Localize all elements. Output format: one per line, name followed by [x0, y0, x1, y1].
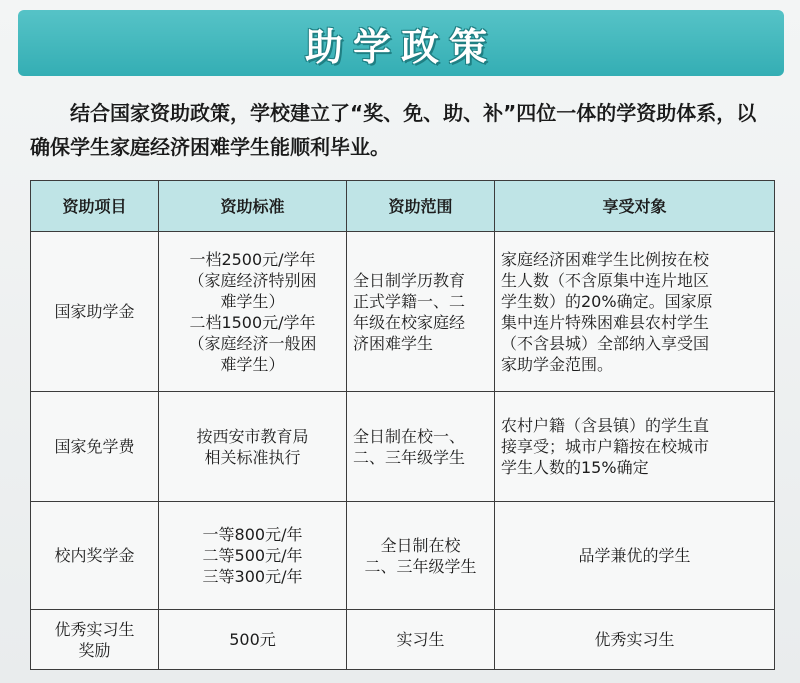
cell-line: 年级在校家庭经: [353, 312, 466, 332]
cell-line: 实习生: [396, 630, 445, 649]
header-scope: 资助范围: [347, 181, 495, 232]
cell-line: （家庭经济一般困: [188, 333, 317, 353]
cell-item: [31, 232, 159, 392]
page-title: 助学政策: [304, 24, 497, 69]
cell-line: 家助学金范围。: [501, 354, 614, 374]
cell-target: [495, 502, 775, 610]
cell-line: 优秀实习生: [594, 630, 675, 649]
cell-scope: [347, 232, 495, 392]
header-standard: 资助标准: [159, 181, 347, 232]
cell-item: [31, 502, 159, 610]
cell-standard: [159, 610, 347, 670]
cell-standard: [159, 232, 347, 392]
cell-line: 全日制在校一、: [353, 426, 466, 446]
cell-target: [495, 392, 775, 502]
cell-line: 集中连片特殊困难县农村学生: [501, 312, 710, 332]
cell-line: （不含县城）全部纳入享受国: [501, 333, 710, 353]
cell-target: [495, 610, 775, 670]
cell-standard: [159, 502, 347, 610]
cell-line: 二等500元/年: [202, 546, 303, 565]
cell-line: 正式学籍一、二: [353, 291, 466, 311]
cell-line: 接享受；城市户籍按在校城市: [501, 437, 710, 456]
table-row: [31, 502, 775, 610]
cell-line: 三等300元/年: [202, 567, 303, 586]
cell-line: 学生人数的15%确定: [501, 458, 649, 477]
cell-line: 二档1500元/学年: [189, 312, 316, 332]
cell-line: 二、三年级学生: [364, 556, 477, 576]
table-row: [31, 610, 775, 670]
cell-line: 按西安市教育局: [196, 426, 309, 446]
cell-line: 农村户籍（含县镇）的学生直: [501, 416, 710, 435]
header-target: 享受对象: [495, 181, 775, 232]
cell-line: 难学生）: [220, 291, 285, 311]
cell-line: 济困难学生: [353, 333, 434, 353]
cell-line: 品学兼优的学生: [578, 546, 691, 565]
cell-line: 一档2500元/学年: [189, 249, 316, 269]
title-banner: [18, 10, 784, 76]
cell-scope: [347, 502, 495, 610]
cell-line: 国家免学费: [54, 437, 135, 456]
table-row: [31, 392, 775, 502]
table-row: [31, 232, 775, 392]
cell-item: [31, 392, 159, 502]
cell-line: 二、三年级学生: [353, 447, 466, 467]
cell-line: 难学生）: [220, 354, 285, 374]
cell-item: [31, 610, 159, 670]
header-item: 资助项目: [31, 181, 159, 232]
cell-scope: [347, 610, 495, 670]
cell-line: 优秀实习生: [54, 619, 135, 639]
cell-line: 生人数（不含原集中连片地区: [501, 270, 710, 290]
cell-line: 全日制学历教育: [353, 270, 466, 290]
table-header-row: [31, 181, 775, 232]
cell-line: 全日制在校: [380, 535, 461, 555]
cell-line: 奖励: [78, 640, 111, 660]
cell-target: [495, 232, 775, 392]
cell-line: 校内奖学金: [54, 546, 135, 565]
cell-standard: [159, 392, 347, 502]
cell-line: （家庭经济特别困: [188, 270, 317, 290]
intro-paragraph: 结合国家资助政策，学校建立了“奖、免、助、补”四位一体的学资助体系，以确保学生家庭经济困难学生能顺利毕业。: [30, 101, 757, 159]
cell-scope: [347, 392, 495, 502]
cell-line: 500元: [229, 630, 276, 649]
cell-line: 国家助学金: [54, 302, 135, 321]
aid-policy-table: [30, 180, 775, 670]
cell-line: 一等800元/年: [202, 525, 303, 544]
cell-line: 相关标准执行: [204, 447, 301, 467]
cell-line: 学生数）的20%确定。国家原: [501, 291, 713, 311]
cell-line: 家庭经济困难学生比例按在校: [501, 249, 710, 269]
